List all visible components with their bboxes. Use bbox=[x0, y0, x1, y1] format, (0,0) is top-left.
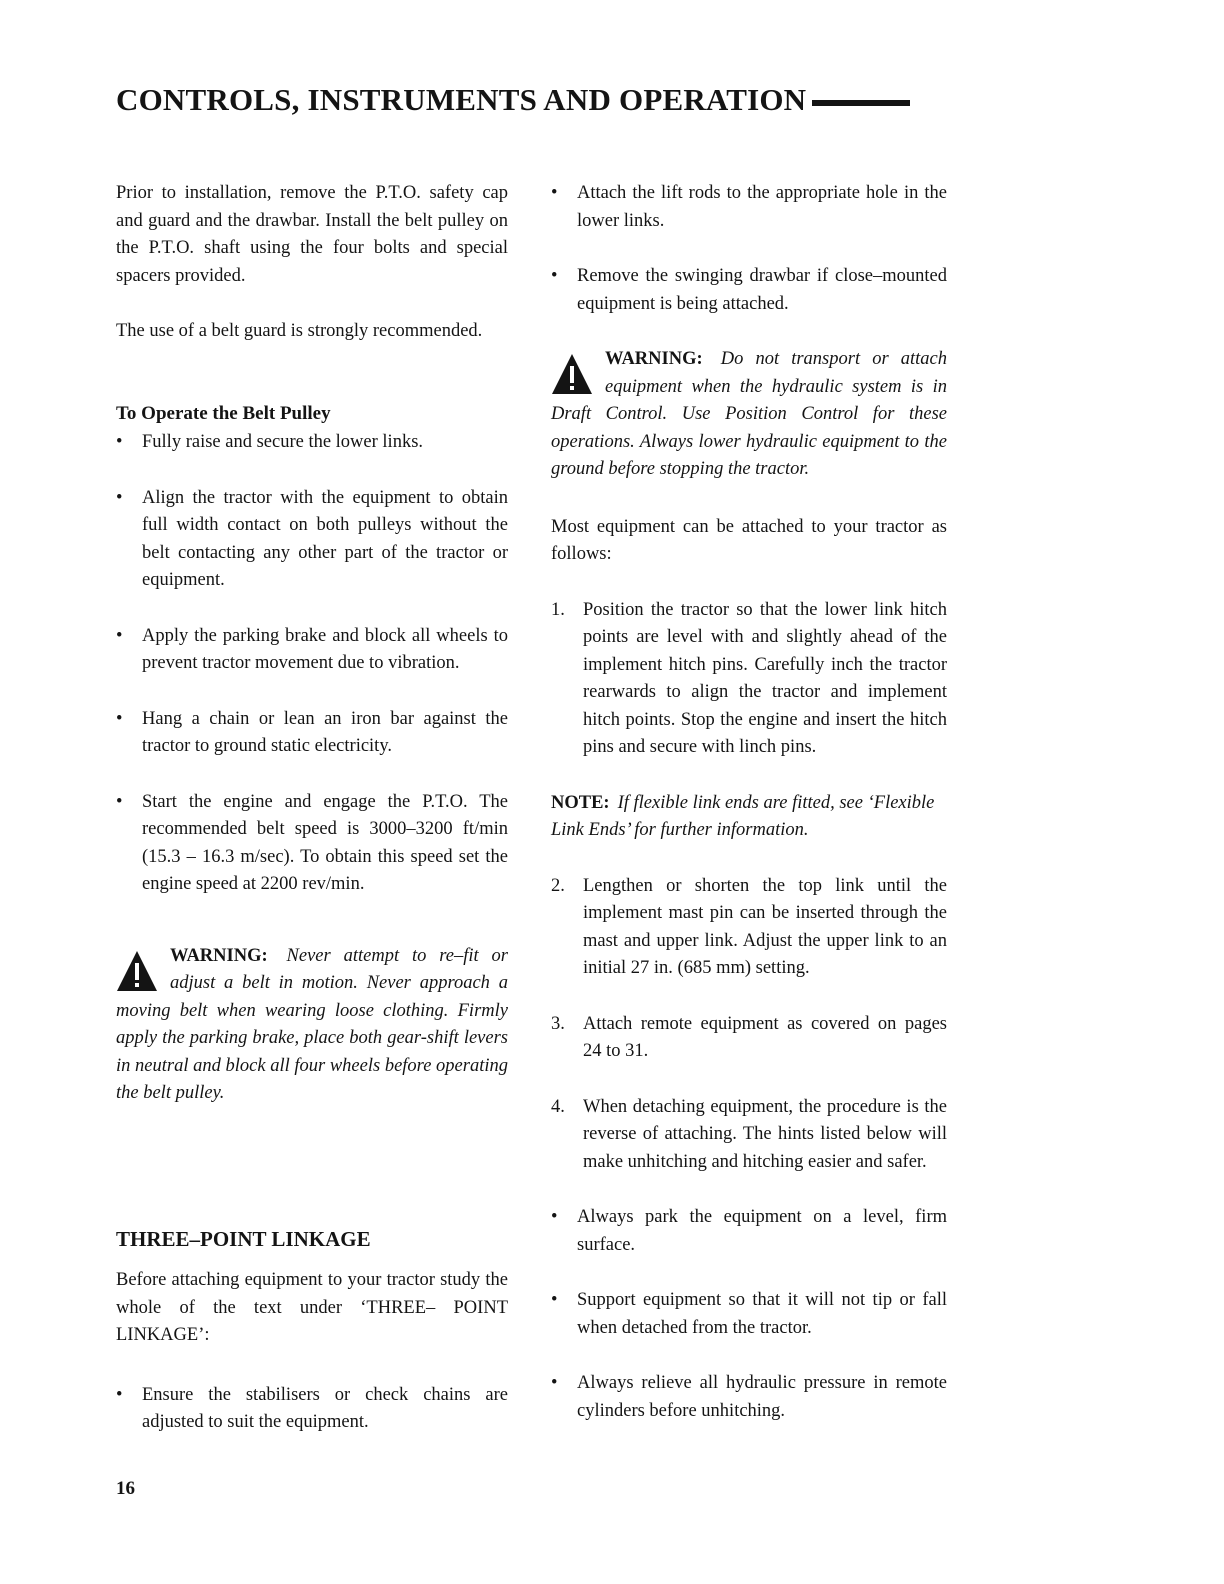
list-item: • Hang a chain or lean an iron bar against the tractor to ground static electricity. bbox=[116, 706, 508, 761]
step-number: 2. bbox=[551, 875, 565, 896]
flexible-link-note bbox=[551, 790, 947, 845]
list-item: • Always park the equipment on a level, firm surface. bbox=[551, 1204, 947, 1259]
list-item: • Align the tractor with the equipment to obtain full width contact on both pulleys without the belt contacting any other part of the tractor or equipment. bbox=[116, 485, 508, 595]
step-item bbox=[551, 873, 947, 983]
list-item: • Always relieve all hydraulic pressure in remote cylinders before unhitching. bbox=[551, 1370, 947, 1425]
step-text: Attach remote equipment as covered on pages 24 to 31. bbox=[583, 1013, 947, 1061]
list-item: • Remove the swinging drawbar if close–mounted equipment is being attached. bbox=[551, 263, 947, 318]
attach-intro: Most equipment can be attached to your tractor as follows: bbox=[551, 516, 947, 564]
page-number: 16 bbox=[116, 1478, 135, 1499]
warning-triangle-icon bbox=[551, 352, 593, 396]
warning-label: WARNING: bbox=[170, 945, 268, 966]
warning-text: Never attempt to re–fit or adjust a belt in motion. Never approach a moving belt when wearing loose clothing. Firmly apply the parking brake, place both gear-shift levers in neutral and block all four wheels before operating the belt pulley. bbox=[116, 945, 508, 1103]
title-rule bbox=[812, 100, 910, 106]
belt-warning bbox=[116, 943, 508, 1108]
warning-label: WARNING: bbox=[605, 349, 703, 369]
page-title: CONTROLS, INSTRUMENTS AND OPERATION bbox=[116, 82, 807, 117]
linkage-intro: Before attaching equipment to your tractor study the whole of the text under ‘THREE– POINT LINKAGE’: bbox=[116, 1270, 508, 1345]
list-item: • Support equipment so that it will not tip or fall when detached from the tractor. bbox=[551, 1287, 947, 1342]
list-item: • Attach the lift rods to the appropriate hole in the lower links. bbox=[551, 180, 947, 235]
step-item bbox=[551, 1011, 947, 1066]
step-number: 3. bbox=[551, 1013, 565, 1034]
linkage-heading: THREE–POINT LINKAGE bbox=[116, 1226, 371, 1251]
list-item: • Start the engine and engage the P.T.O. The recommended belt speed is 3000–3200 ft/min (15.3 – 16.3 m/sec). To obtain this speed set the engine speed at 2200 rev/min. bbox=[116, 789, 508, 899]
page-header bbox=[116, 82, 910, 118]
list-item: • Apply the parking brake and block all wheels to prevent tractor movement due to vibration. bbox=[116, 623, 508, 678]
step-number: 4. bbox=[551, 1096, 565, 1117]
left-column bbox=[116, 180, 508, 1437]
note-label: NOTE: bbox=[551, 792, 610, 813]
note-text: If flexible link ends are fitted, see ‘Flexible Link Ends’ for further information. bbox=[551, 792, 935, 840]
list-item: • Ensure the stabilisers or check chains are adjusted to suit the equipment. bbox=[116, 1382, 508, 1437]
step-item bbox=[551, 597, 947, 762]
hydraulic-warning bbox=[551, 346, 947, 484]
warning-text: Do not transport or attach equipment when the hydraulic system is in Draft Control. Use Position Control for these operations. Always lower hydraulic equipment to the ground before stopping the tractor. bbox=[551, 349, 947, 479]
right-column bbox=[551, 180, 947, 1425]
list-item: • Fully raise and secure the lower links. bbox=[116, 429, 508, 457]
step-number: 1. bbox=[551, 599, 565, 620]
step-text: Position the tractor so that the lower link hitch points are level with and slightly ahead of the implement hitch pins. Carefully inch the tractor rearwards to align the tractor and implement hitch points. Stop the engine and insert the hitch pins and secure with linch pins. bbox=[583, 599, 947, 757]
pulley-heading: To Operate the Belt Pulley bbox=[116, 402, 331, 424]
belt-guard-note: The use of a belt guard is strongly recommended. bbox=[116, 321, 483, 341]
step-text: When detaching equipment, the procedure is the reverse of attaching. The hints listed below will make unhitching and hitching easier and safer. bbox=[583, 1096, 947, 1172]
warning-triangle-icon bbox=[116, 949, 158, 993]
intro-paragraph: Prior to installation, remove the P.T.O. safety cap and guard and the drawbar. Install the belt pulley on the P.T.O. shaft using the four bolts and special spacers provided. bbox=[116, 183, 508, 286]
step-item bbox=[551, 1094, 947, 1177]
step-text: Lengthen or shorten the top link until the implement mast pin can be inserted through the mast and upper link. Adjust the upper link to an initial 27 in. (685 mm) setting. bbox=[583, 875, 947, 978]
